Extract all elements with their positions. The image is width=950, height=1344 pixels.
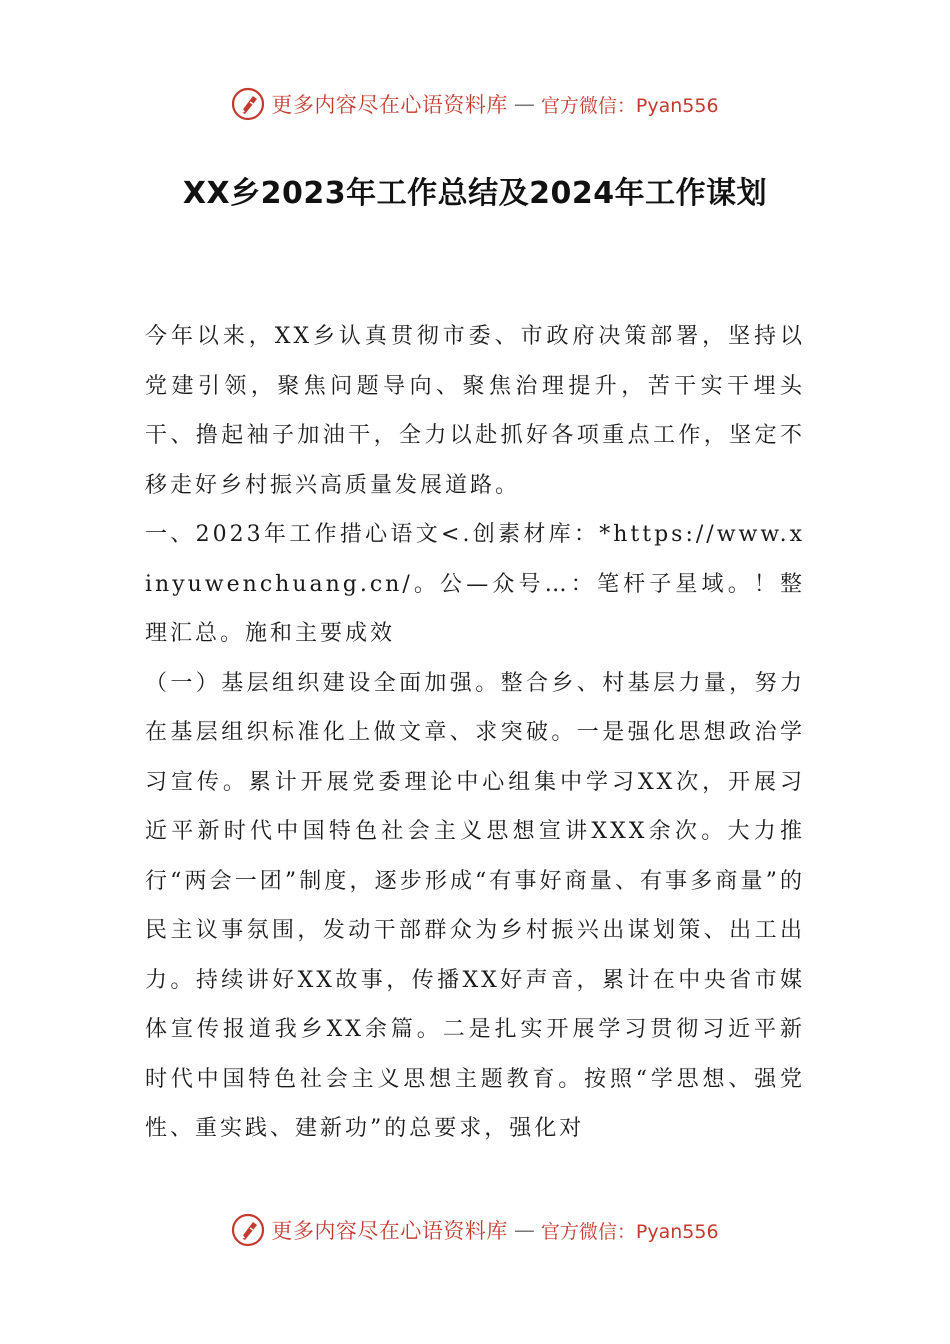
document-body [145,312,805,1154]
paragraph-section-heading: 一、2023年工作措心语文<.创素材库：*https://www.xinyuwenchuang.cn/。公—众号…：笔杆子星域。！整理汇总。施和主要成效 [145,522,805,646]
banner-wechat: 官方微信：Pyan556 [540,94,719,117]
paragraph-intro: 今年以来，XX乡认真贯彻市委、市政府决策部署，坚持以党建引领，聚焦问题导向、聚焦治理提升，苦干实干埋头干、撸起袖子加油干，全力以赴抓好各项重点工作，坚定不移走好乡村振兴高质量发展道路。 [145,324,805,498]
banner-text: 更多内容尽在心语资料库 [271,1219,508,1243]
banner-separator: — [513,1218,535,1242]
pen-nib-logo-icon [231,1213,265,1247]
header-watermark-banner [0,84,950,124]
document-title: XX乡2023年工作总结及2024年工作谋划 [182,176,768,211]
banner-wechat: 官方微信：Pyan556 [540,1220,719,1243]
footer-watermark-banner [0,1210,950,1250]
banner-separator: — [513,92,535,116]
banner-text: 更多内容尽在心语资料库 [271,93,508,117]
paragraph-organization: （一）基层组织建设全面加强。整合乡、村基层力量，努力在基层组织标准化上做文章、求突破。一是强化思想政治学习宣传。累计开展党委理论中心组集中学习XX次，开展习近平新时代中国特色社会主义思想宣讲XXX余次。大力推行“两会一团”制度，逐步形成“有事好商量、有事多商量”的民主议事氛围，发动干部群众为乡村振兴出谋划策、出工出力。持续讲好XX故事，传播XX好声音，累计在中央省市媒体宣传报道我乡XX余篇。二是扎实开展学习贯彻习近平新时代中国特色社会主义思想主题教育。按照“学思想、强党性、重实践、建新功”的总要求，强化对 [145,670,805,1141]
pen-nib-logo-icon [231,87,265,121]
